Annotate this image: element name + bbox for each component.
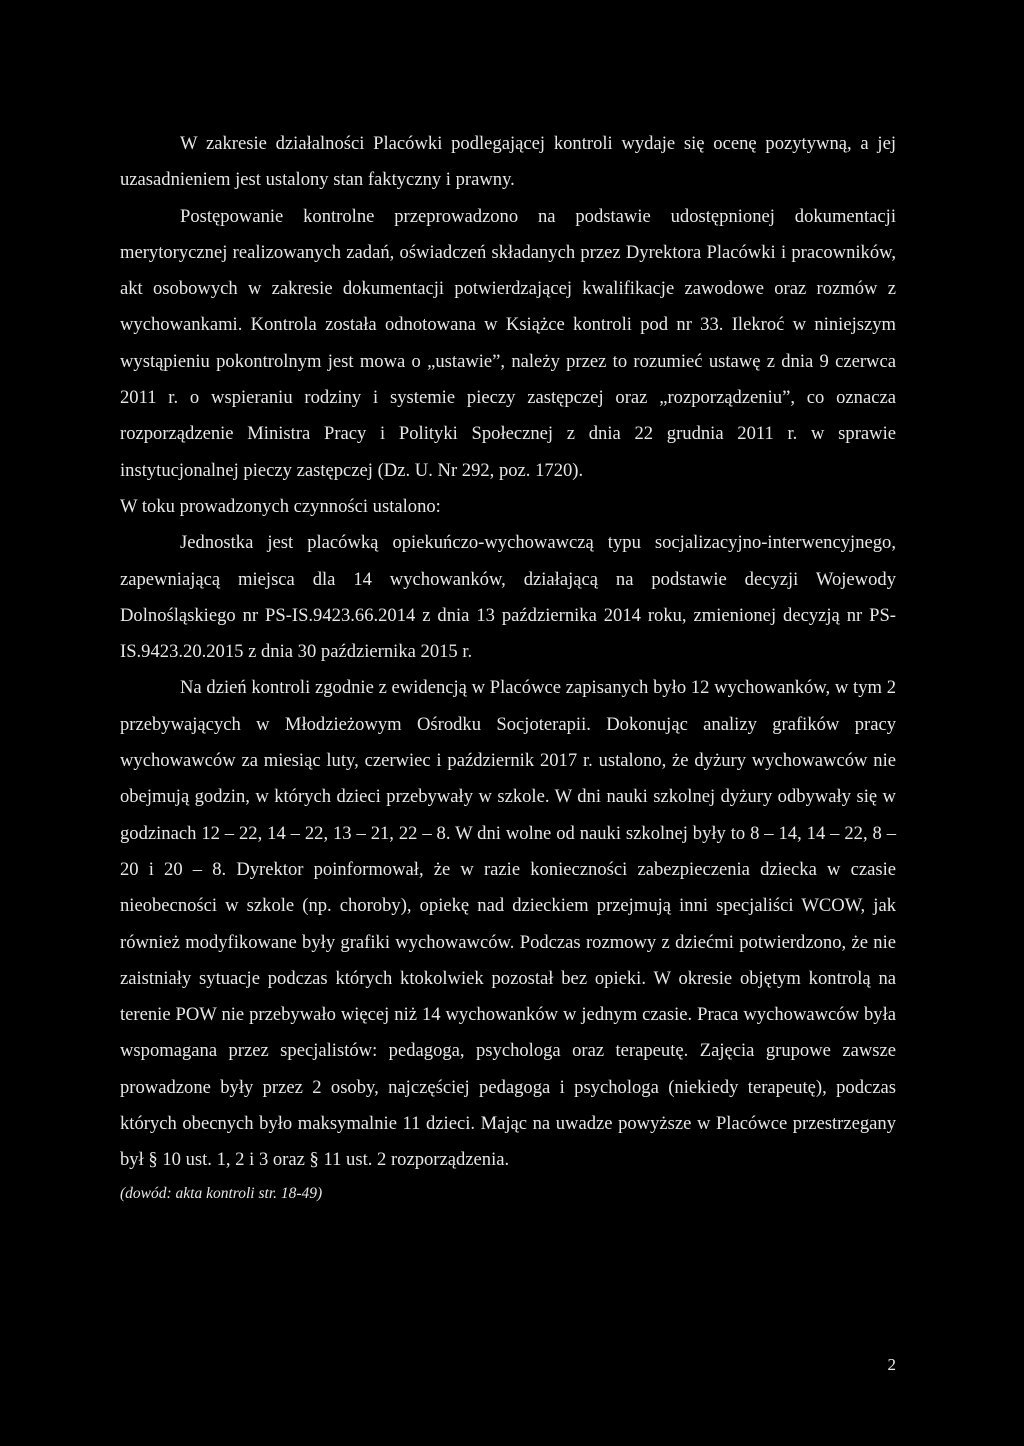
- paragraph-control-findings: Na dzień kontroli zgodnie z ewidencją w Placówce zapisanych było 12 wychowanków, w tym 2 przebywających w Młodzieżowym Ośrodku Socjoterapii. Dokonując analizy grafików pracy wychowawców za miesiąc luty, czerwiec i październik 2017 r. ustalono, że dyżury wychowawców nie obejmują godzin, w których dzieci przebywały w szkole. W dni nauki szkolnej dyżury odbywały się w godzinach 12 – 22, 14 – 22, 13 – 21, 22 – 8. W dni wolne od nauki szkolnej były to 8 – 14, 14 – 22, 8 – 20 i 20 – 8. Dyrektor poinformował, że w razie konieczności zabezpieczenia dziecka w czasie nieobecności w szkole (np. choroby), opiekę nad dzieckiem przejmują inni specjaliści WCOW, jak również modyfikowane były grafiki wychowawców. Podczas rozmowy z dziećmi potwierdzono, że nie zaistniały sytuacje podczas których ktokolwiek pozostał bez opieki. W okresie objętym kontrolą na terenie POW nie przebywało więcej niż 14 wychowanków w jednym czasie. Praca wychowawców była wspomagana przez specjalistów: pedagoga, psychologa oraz terapeutę. Zajęcia grupowe zawsze prowadzone były przez 2 osoby, najczęściej pedagoga i psychologa (niekiedy terapeutę), podczas których obecnych było maksymalnie 11 dzieci. Mając na uwadze powyższe w Placówce przestrzegany był § 10 ust. 1, 2 i 3 oraz § 11 ust. 2 rozporządzenia.: [120, 677, 896, 1171]
- page-number: 2: [887, 1355, 896, 1374]
- paragraph-assessment: W zakresie działalności Placówki podlegającej kontroli wydaje się ocenę pozytywną, a jej uzasadnieniem jest ustalony stan faktyczny i prawny.: [120, 133, 896, 191]
- paragraph-procedure: Postępowanie kontrolne przeprowadzono na podstawie udostępnionej dokumentacji merytorycznej realizowanych zadań, oświadczeń składanych przez Dyrektora Placówki i pracowników, akt osobowych w zakresie dokumentacji potwierdzającej kwalifikacje zawodowe oraz rozmów z wychowankami. Kontrola została odnotowana w Książce kontroli pod nr 33. Ilekroć w niniejszym wystąpieniu pokontrolnym jest mowa o „ustawie”, należy przez to rozumieć ustawę z dnia 9 czerwca 2011 r. o wspieraniu rodziny i systemie pieczy zastępczej oraz „rozporządzeniu”, co oznacza rozporządzenie Ministra Pracy i Polityki Społecznej z dnia 22 grudnia 2011 r. w sprawie instytucjonalnej pieczy zastępczej (Dz. U. Nr 292, poz. 1720).: [120, 205, 896, 481]
- paragraph-unit-description: Jednostka jest placówką opiekuńczo-wychowawczą typu socjalizacyjno-interwencyjnego, zapewniającą miejsca dla 14 wychowanków, działającą na podstawie decyzji Wojewody Dolnośląskiego nr PS-IS.9423.66.2014 z dnia 13 października 2014 roku, zmienionej decyzją nr PS-IS.9423.20.2015 z dnia 30 października 2015 r.: [120, 532, 896, 663]
- document-body: [120, 126, 896, 1209]
- paragraph-findings-intro: W toku prowadzonych czynności ustalono:: [120, 495, 441, 517]
- evidence-note: (dowód: akta kontroli str. 18-49): [120, 1184, 323, 1202]
